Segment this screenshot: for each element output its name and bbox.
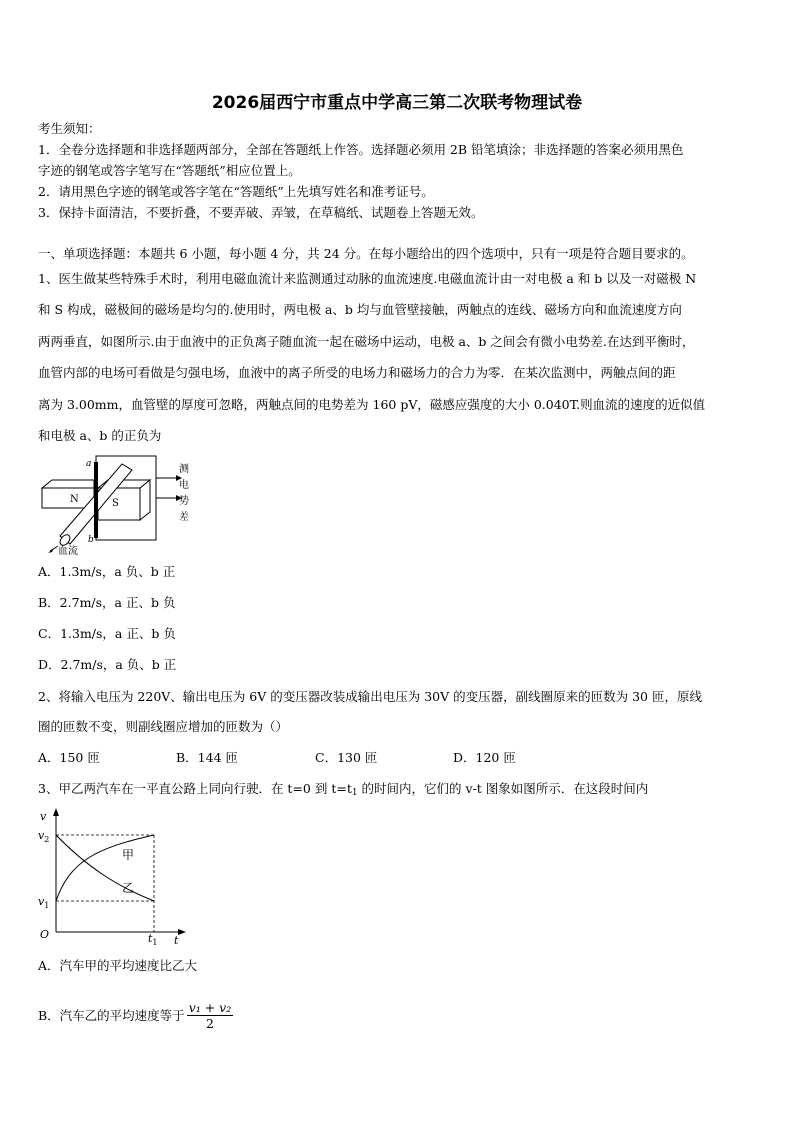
notice-item-1-line-2: 字迹的钢笔或答字笔写在“答题纸”相应位置上。	[38, 163, 301, 178]
q2-stem-line-1: 2、将输入电压为 220V、输出电压为 6V 的变压器改装成输出电压为 30V 的变压器，副线圈原来的匝数为 30 匝，原线	[38, 689, 702, 704]
measure-label-2: 电	[179, 480, 189, 491]
notice-heading: 考生须知：	[38, 121, 101, 136]
q1-stem-line-5: 离为 3.00mm，血管壁的厚度可忽略，两触点间的电势差为 160 pV，磁感应强度的大小 0.040T.则血流的速度的近似值	[38, 397, 706, 412]
yi-label: 乙	[122, 881, 135, 895]
q3-stem: 3、甲乙两汽车在一平直公路上同向行驶．在 t=0 到 $t=t_1$ 的时间内，它们的 v-t 图象如图所示．在这段时间内	[38, 781, 649, 798]
pole-s-label: S	[112, 498, 119, 509]
q3-option-b-text: B．汽车乙的平均速度等于	[38, 1008, 185, 1023]
measure-label-4: 差	[179, 512, 189, 523]
yi-curve	[56, 835, 154, 901]
q2-stem-line-2: 圈的匝数不变，则副线圈应增加的匝数为（）	[38, 719, 289, 734]
vt-graph	[36, 806, 186, 950]
notice-item-2: 2．请用黑色字迹的钢笔或答字笔在“答题纸”上先填写姓名和准考证号。	[38, 184, 434, 199]
q1-stem-line-4: 血管内部的电场可看做是匀强电场，血液中的离子所受的电场力和磁场力的合力为零．在某次监测中，两触点间的距	[38, 365, 676, 380]
pole-n-label: N	[70, 494, 79, 505]
t1-label: $t_1$	[148, 932, 158, 947]
q3-option-b[interactable]	[38, 1000, 233, 1031]
notice-item-1-line-1: 1．全卷分选择题和非选择题两部分，全部在答题纸上作答。选择题必须用 2B 铅笔填涂；非选择题的答案必须用黑色	[38, 142, 684, 157]
jia-label: 甲	[122, 848, 135, 862]
flowmeter-figure	[38, 452, 198, 556]
q1-option-c[interactable]: C．1.3m/s，a 正、b 负	[38, 626, 176, 641]
q1-option-d[interactable]: D．2.7m/s，a 负、b 正	[38, 657, 177, 672]
page-title: 2026届西宁市重点中学高三第二次联考物理试卷	[211, 93, 583, 113]
v2-label: $v_2$	[38, 829, 50, 844]
q2-option-b[interactable]: B．144 匝	[176, 750, 239, 765]
blood-flow-label: 血流	[58, 546, 78, 556]
q1-option-b[interactable]: B．2.7m/s，a 正、b 负	[38, 595, 176, 610]
q1-stem-line-6: 和电极 a、b 的正负为	[38, 428, 162, 443]
q3-option-b-fraction: $\frac{\text{v₁ + v₂}}{2}$	[188, 1000, 232, 1031]
q1-stem-line-1: 1、医生做某些特殊手术时，利用电磁血流计来监测通过动脉的血流速度.电磁血流计由一对电极 a 和 b 以及一对磁极 N	[38, 271, 697, 286]
q1-stem-line-2: 和 S 构成，磁极间的磁场是均匀的.使用时，两电极 a、b 均与血管壁接触，两触点的连线、磁场方向和血流速度方向	[38, 302, 682, 317]
v1-label: $v_1$	[38, 895, 50, 910]
section-heading: 一、单项选择题：本题共 6 小题，每小题 4 分，共 24 分。在每小题给出的四个选项中，只有一项是符合题目要求的。	[38, 246, 694, 261]
q1-option-a[interactable]: A．1.3m/s，a 负、b 正	[38, 564, 176, 579]
t-axis-label: t	[174, 934, 179, 947]
q1-stem-line-3: 两两垂直，如图所示.由于血液中的正负离子随血流一起在磁场中运动，电极 a、b 之间会有微小电势差.在达到平衡时，	[38, 334, 695, 349]
origin-label: O	[40, 928, 50, 941]
electrode-a-label: a	[86, 459, 92, 469]
jia-curve	[56, 835, 154, 901]
v-axis-label: v	[40, 810, 47, 823]
measure-label-3: 势	[179, 496, 189, 507]
q2-option-d[interactable]: D．120 匝	[453, 750, 516, 765]
notice-item-3: 3．保持卡面清洁，不要折叠，不要弄破、弄皱，在草稿纸、试题卷上答题无效。	[38, 205, 484, 220]
electrode-b-label: b	[88, 535, 94, 545]
q2-option-c[interactable]: C．130 匝	[315, 750, 378, 765]
measure-label-1: 测	[179, 464, 189, 475]
q2-option-a[interactable]: A．150 匝	[38, 750, 100, 765]
q3-option-a[interactable]: A．汽车甲的平均速度比乙大	[38, 958, 198, 973]
